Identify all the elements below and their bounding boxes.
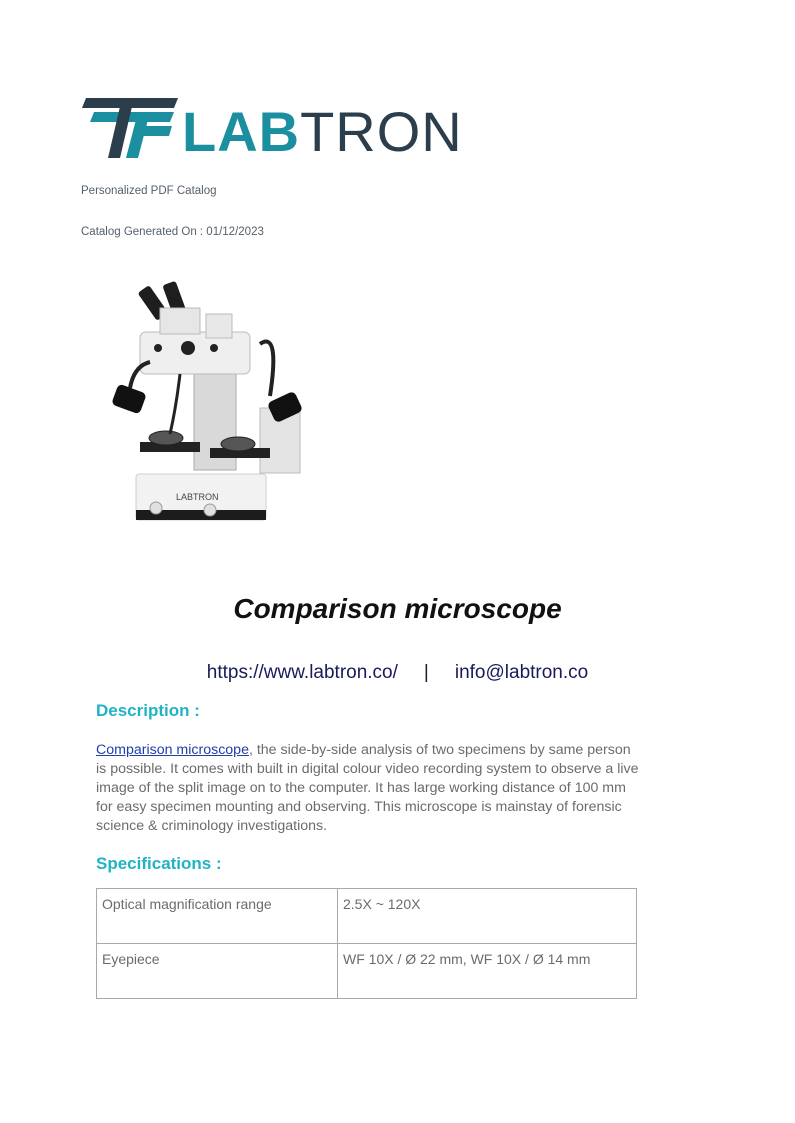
microscope-photo-icon bbox=[110, 278, 310, 528]
specifications-table bbox=[96, 888, 637, 999]
catalog-generated-date: Catalog Generated On : 01/12/2023 bbox=[81, 226, 264, 238]
catalog-label: Personalized PDF Catalog bbox=[81, 185, 217, 197]
description-text bbox=[96, 741, 641, 836]
product-title: Comparison microscope bbox=[233, 593, 562, 624]
labtron-wordmark bbox=[182, 100, 463, 163]
contact-separator: | bbox=[423, 662, 429, 683]
website-link[interactable]: https://www.labtron.co/ bbox=[206, 662, 398, 683]
description-heading: Description : bbox=[96, 701, 200, 720]
labtron-logo bbox=[82, 96, 462, 162]
product-link[interactable]: Comparison microscope bbox=[96, 742, 249, 758]
spec-value: WF 10X / Ø 22 mm, WF 10X / Ø 14 mm bbox=[338, 944, 637, 999]
spec-value: 2.5X ~ 120X bbox=[338, 889, 637, 944]
description-body: , the side-by-side analysis of two specimens by same person is possible. It comes with built in digital colour video recording system to observe a live image of the split image on to the computer. It has large working distance of 100 mm for easy specimen mounting and observing. This microscope is mainstay of forensic science & criminology investigations. bbox=[96, 742, 639, 834]
logo-lab-text: LAB bbox=[182, 100, 301, 163]
spec-key: Optical magnification range bbox=[97, 889, 338, 944]
contact-line bbox=[0, 662, 795, 684]
logo-tron-text: TRON bbox=[300, 100, 463, 163]
microscope-base-label: LABTRON bbox=[176, 492, 219, 502]
labtron-logo-mark-icon bbox=[82, 96, 182, 162]
specifications-heading: Specifications : bbox=[96, 854, 222, 873]
table-row bbox=[97, 889, 637, 944]
table-row bbox=[97, 944, 637, 999]
email-link[interactable]: info@labtron.co bbox=[454, 662, 589, 683]
spec-key: Eyepiece bbox=[97, 944, 338, 999]
product-image bbox=[110, 278, 310, 528]
